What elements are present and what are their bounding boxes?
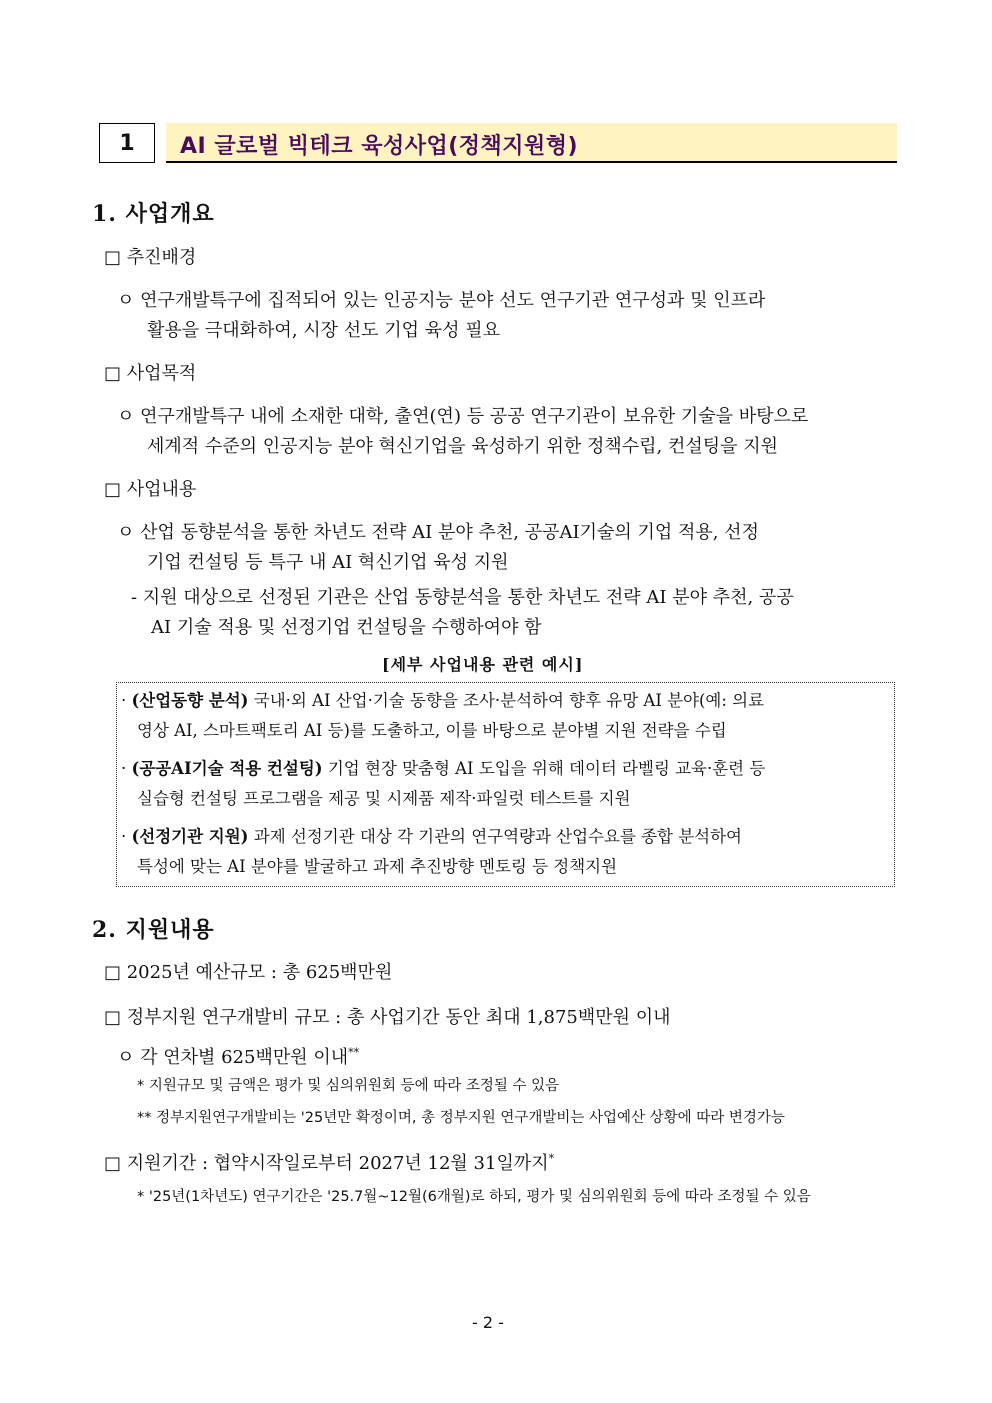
example-item-3-title: (선정기관 지원) xyxy=(131,827,249,846)
example-item-3-text: 과제 선정기관 대상 각 기관의 연구역량과 산업수요를 종합 분석하여 xyxy=(253,827,743,846)
budget-line: □ 2025년 예산규모 : 총 625백만원 xyxy=(104,962,393,983)
page-number: - 2 - xyxy=(472,1313,504,1332)
background-label: □ 추진배경 xyxy=(104,247,197,268)
example-item-2-line1: · (공공AI기술 적용 컨설팅) 기업 현장 맞춤형 AI 도입을 위해 데이터 라벨링 교육·훈련 등 xyxy=(121,759,766,778)
yearly-text: ㅇ 각 연차별 625백만원 이내 xyxy=(117,1047,349,1068)
background-bullet-line1 xyxy=(117,286,897,316)
section1-heading: 1. 사업개요 xyxy=(92,201,215,227)
note-2: ** 정부지원연구개발비는 '25년만 확정이며, 총 정부지원 연구개발비는 사업예산 상황에 따라 변경가능 xyxy=(137,1110,785,1126)
example-item-1-title: (산업동향 분석) xyxy=(131,691,249,710)
example-item-2-text: 기업 현장 맞춤형 AI 도입을 위해 데이터 라벨링 교육·훈련 등 xyxy=(327,759,766,778)
example-item-3-line2: 특성에 맞는 AI 분야를 발굴하고 과제 추진방향 멘토링 등 정책지원 xyxy=(137,857,618,876)
section-number: 1 xyxy=(119,130,135,156)
section-title-bar xyxy=(166,123,897,163)
period-line xyxy=(104,1144,554,1179)
period-text: □ 지원기간 : 협약시작일로부터 2027년 12월 31일까지 xyxy=(104,1153,549,1174)
example-item-2-title: (공공AI기술 적용 컨설팅) xyxy=(131,759,323,778)
purpose-label: □ 사업목적 xyxy=(104,363,197,384)
content-bullet-line1: ㅇ 산업 동향분석을 통한 차년도 전략 AI 분야 추천, 공공AI기술의 기업 적용, 선정 xyxy=(117,522,759,543)
examples-box xyxy=(116,682,895,887)
content-label: □ 사업내용 xyxy=(104,479,197,500)
example-item-1-line2: 영상 AI, 스마트팩토리 AI 등)를 도출하고, 이를 바탕으로 분야별 지원 전략을 수립 xyxy=(137,721,727,740)
yearly-mark: ** xyxy=(348,1046,360,1059)
examples-caption: [세부 사업내용 관련 예시] xyxy=(382,655,584,674)
content-dash-line2: AI 기술 적용 및 선정기업 컨설팅을 수행하여야 함 xyxy=(151,617,542,638)
example-item-1-line1: · (산업동향 분석) 국내·외 AI 산업·기술 동향을 조사·분석하여 향후 유망 AI 분야(예: 의료 xyxy=(121,691,765,710)
yearly-line xyxy=(117,1038,359,1073)
section2-heading: 2. 지원내용 xyxy=(92,917,215,943)
note-1: * 지원규모 및 금액은 평가 및 심의위원회 등에 따라 조정될 수 있음 xyxy=(137,1078,560,1094)
section-title: AI 글로벌 빅테크 육성사업(정책지원형) xyxy=(180,134,579,159)
period-mark: * xyxy=(548,1152,555,1165)
background-bullet-text: ㅇ 연구개발특구에 집적되어 있는 인공지능 분야 선도 연구기관 연구성과 및 인프라 xyxy=(117,290,766,311)
example-item-3-line1: · (선정기관 지원) 과제 선정기관 대상 각 기관의 연구역량과 산업수요를 종합 분석하여 xyxy=(121,827,743,846)
content-bullet-line2: 기업 컨설팅 등 특구 내 AI 혁신기업 육성 지원 xyxy=(147,552,509,573)
section-number-box xyxy=(99,123,155,163)
purpose-bullet-line2: 세계적 수준의 인공지능 분야 혁신기업을 육성하기 위한 정책수립, 컨설팅을 지원 xyxy=(147,436,779,457)
example-item-1-text: 국내·외 AI 산업·기술 동향을 조사·분석하여 향후 유망 AI 분야(예: 의료 xyxy=(253,691,765,710)
example-item-2-line2: 실습형 컨설팅 프로그램을 제공 및 시제품 제작·파일럿 테스트를 지원 xyxy=(137,789,631,808)
note-3: * '25년(1차년도) 연구기간은 '25.7월~12월(6개월)로 하되, 평가 및 심의위원회 등에 따라 조정될 수 있음 xyxy=(137,1189,811,1205)
purpose-bullet-line1: ㅇ 연구개발특구 내에 소재한 대학, 출연(연) 등 공공 연구기관이 보유한 기술을 바탕으로 xyxy=(117,406,809,427)
background-bullet-line2: 활용을 극대화하여, 시장 선도 기업 육성 필요 xyxy=(147,320,501,341)
content-dash-line1: - 지원 대상으로 선정된 기관은 산업 동향분석을 통한 차년도 전략 AI 분야 추천, 공공 xyxy=(131,587,794,608)
scale-line: □ 정부지원 연구개발비 규모 : 총 사업기간 동안 최대 1,875백만원 이내 xyxy=(104,1007,671,1028)
